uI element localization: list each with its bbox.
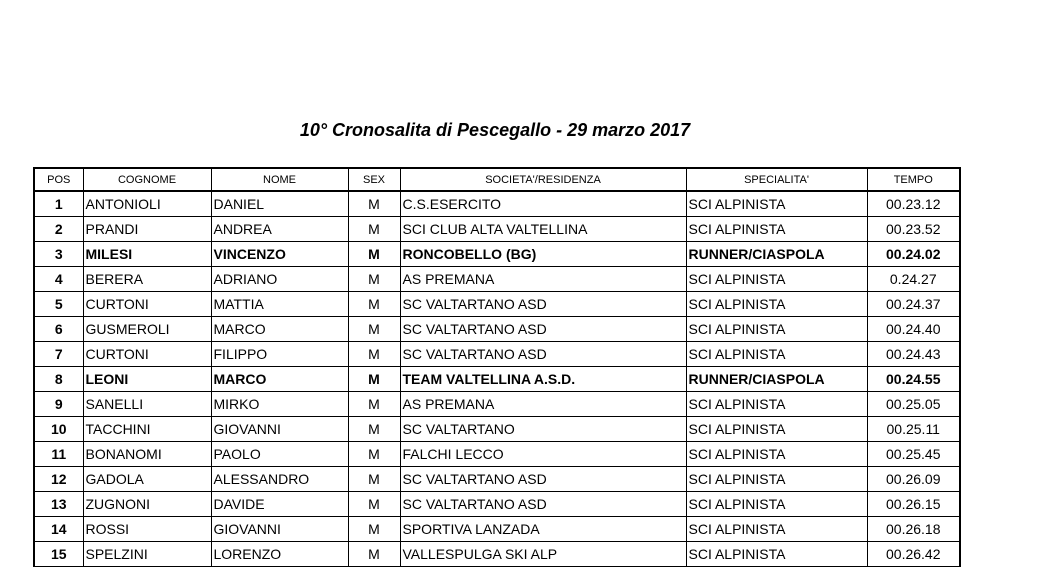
cell-pos: 11 <box>34 442 83 467</box>
cell-tempo: 00.23.52 <box>867 217 960 242</box>
cell-sex: M <box>348 217 400 242</box>
page-title: 10° Cronosalita di Pescegallo - 29 marzo 2017 <box>299 120 691 140</box>
cell-nome: MARCO <box>211 367 348 392</box>
cell-sex: M <box>348 442 400 467</box>
header-cognome: COGNOME <box>83 168 211 191</box>
cell-tempo: 00.24.02 <box>867 242 960 267</box>
cell-sex: M <box>348 392 400 417</box>
cell-sex: M <box>348 417 400 442</box>
cell-sex: M <box>348 342 400 367</box>
cell-sex: M <box>348 292 400 317</box>
cell-pos: 14 <box>34 517 83 542</box>
header-sex: SEX <box>348 168 400 191</box>
cell-sex: M <box>348 542 400 567</box>
cell-sex: M <box>348 267 400 292</box>
table-header-row <box>34 168 960 191</box>
cell-cognome: MILESI <box>83 242 211 267</box>
cell-nome: MATTIA <box>211 292 348 317</box>
cell-cognome: ZUGNONI <box>83 492 211 517</box>
cell-nome: MARCO <box>211 317 348 342</box>
cell-pos: 9 <box>34 392 83 417</box>
cell-tempo: 00.26.18 <box>867 517 960 542</box>
cell-sex: M <box>348 317 400 342</box>
cell-societa: SC VALTARTANO ASD <box>400 467 686 492</box>
header-nome: NOME <box>211 168 348 191</box>
table-row <box>34 517 960 542</box>
cell-sex: M <box>348 517 400 542</box>
cell-pos: 7 <box>34 342 83 367</box>
header-specialita: SPECIALITA' <box>686 168 867 191</box>
cell-tempo: 0.24.27 <box>867 267 960 292</box>
cell-societa: SPORTIVA LANZADA <box>400 517 686 542</box>
cell-sex: M <box>348 467 400 492</box>
cell-cognome: GUSMEROLI <box>83 317 211 342</box>
header-pos: POS <box>34 168 83 191</box>
cell-sex: M <box>348 492 400 517</box>
cell-societa: AS PREMANA <box>400 392 686 417</box>
cell-tempo: 00.25.11 <box>867 417 960 442</box>
cell-societa: SC VALTARTANO ASD <box>400 342 686 367</box>
cell-cognome: LEONI <box>83 367 211 392</box>
table-row <box>34 242 960 267</box>
cell-societa: SC VALTARTANO ASD <box>400 292 686 317</box>
cell-cognome: CURTONI <box>83 292 211 317</box>
cell-nome: VINCENZO <box>211 242 348 267</box>
cell-pos: 10 <box>34 417 83 442</box>
cell-sex: M <box>348 191 400 217</box>
cell-sex: M <box>348 242 400 267</box>
table-row <box>34 417 960 442</box>
table-row <box>34 492 960 517</box>
cell-cognome: TACCHINI <box>83 417 211 442</box>
results-table <box>33 167 961 567</box>
cell-nome: MIRKO <box>211 392 348 417</box>
cell-nome: FILIPPO <box>211 342 348 367</box>
cell-societa: C.S.ESERCITO <box>400 191 686 217</box>
cell-nome: DANIEL <box>211 191 348 217</box>
table-row <box>34 467 960 492</box>
table-row <box>34 367 960 392</box>
cell-nome: GIOVANNI <box>211 517 348 542</box>
cell-tempo: 00.25.45 <box>867 442 960 467</box>
cell-specialita: SCI ALPINISTA <box>686 492 867 517</box>
cell-pos: 2 <box>34 217 83 242</box>
cell-nome: GIOVANNI <box>211 417 348 442</box>
table-row <box>34 442 960 467</box>
cell-pos: 3 <box>34 242 83 267</box>
cell-specialita: SCI ALPINISTA <box>686 217 867 242</box>
table-row <box>34 217 960 242</box>
table-row <box>34 267 960 292</box>
cell-tempo: 00.24.43 <box>867 342 960 367</box>
cell-societa: RONCOBELLO (BG) <box>400 242 686 267</box>
cell-specialita: SCI ALPINISTA <box>686 292 867 317</box>
cell-cognome: SANELLI <box>83 392 211 417</box>
cell-specialita: SCI ALPINISTA <box>686 442 867 467</box>
cell-nome: PAOLO <box>211 442 348 467</box>
cell-cognome: ROSSI <box>83 517 211 542</box>
cell-societa: SC VALTARTANO ASD <box>400 317 686 342</box>
cell-cognome: BONANOMI <box>83 442 211 467</box>
cell-societa: AS PREMANA <box>400 267 686 292</box>
cell-specialita: SCI ALPINISTA <box>686 417 867 442</box>
cell-societa: FALCHI LECCO <box>400 442 686 467</box>
cell-cognome: BERERA <box>83 267 211 292</box>
cell-specialita: SCI ALPINISTA <box>686 342 867 367</box>
cell-tempo: 00.24.37 <box>867 292 960 317</box>
cell-societa: SCI CLUB ALTA VALTELLINA <box>400 217 686 242</box>
cell-tempo: 00.25.05 <box>867 392 960 417</box>
cell-tempo: 00.24.40 <box>867 317 960 342</box>
cell-specialita: SCI ALPINISTA <box>686 267 867 292</box>
cell-cognome: SPELZINI <box>83 542 211 567</box>
cell-pos: 4 <box>34 267 83 292</box>
cell-nome: ALESSANDRO <box>211 467 348 492</box>
cell-pos: 5 <box>34 292 83 317</box>
cell-pos: 6 <box>34 317 83 342</box>
table-row <box>34 392 960 417</box>
cell-sex: M <box>348 367 400 392</box>
cell-nome: ADRIANO <box>211 267 348 292</box>
cell-nome: DAVIDE <box>211 492 348 517</box>
cell-cognome: CURTONI <box>83 342 211 367</box>
header-societa: SOCIETA'/RESIDENZA <box>400 168 686 191</box>
cell-tempo: 00.26.42 <box>867 542 960 567</box>
cell-cognome: ANTONIOLI <box>83 191 211 217</box>
cell-tempo: 00.23.12 <box>867 191 960 217</box>
cell-specialita: SCI ALPINISTA <box>686 317 867 342</box>
cell-specialita: RUNNER/CIASPOLA <box>686 367 867 392</box>
cell-pos: 1 <box>34 191 83 217</box>
cell-pos: 8 <box>34 367 83 392</box>
cell-tempo: 00.26.09 <box>867 467 960 492</box>
table-row <box>34 542 960 567</box>
table-row <box>34 292 960 317</box>
header-tempo: TEMPO <box>867 168 960 191</box>
cell-cognome: GADOLA <box>83 467 211 492</box>
results-body <box>34 191 960 567</box>
cell-societa: VALLESPULGA SKI ALP <box>400 542 686 567</box>
cell-cognome: PRANDI <box>83 217 211 242</box>
cell-specialita: SCI ALPINISTA <box>686 191 867 217</box>
cell-societa: TEAM VALTELLINA A.S.D. <box>400 367 686 392</box>
cell-specialita: RUNNER/CIASPOLA <box>686 242 867 267</box>
cell-societa: SC VALTARTANO <box>400 417 686 442</box>
cell-pos: 15 <box>34 542 83 567</box>
table-row <box>34 342 960 367</box>
cell-tempo: 00.24.55 <box>867 367 960 392</box>
cell-specialita: SCI ALPINISTA <box>686 517 867 542</box>
table-row <box>34 317 960 342</box>
cell-specialita: SCI ALPINISTA <box>686 542 867 567</box>
cell-tempo: 00.26.15 <box>867 492 960 517</box>
cell-societa: SC VALTARTANO ASD <box>400 492 686 517</box>
cell-nome: ANDREA <box>211 217 348 242</box>
cell-specialita: SCI ALPINISTA <box>686 392 867 417</box>
cell-pos: 12 <box>34 467 83 492</box>
cell-pos: 13 <box>34 492 83 517</box>
cell-nome: LORENZO <box>211 542 348 567</box>
table-row <box>34 191 960 217</box>
cell-specialita: SCI ALPINISTA <box>686 467 867 492</box>
